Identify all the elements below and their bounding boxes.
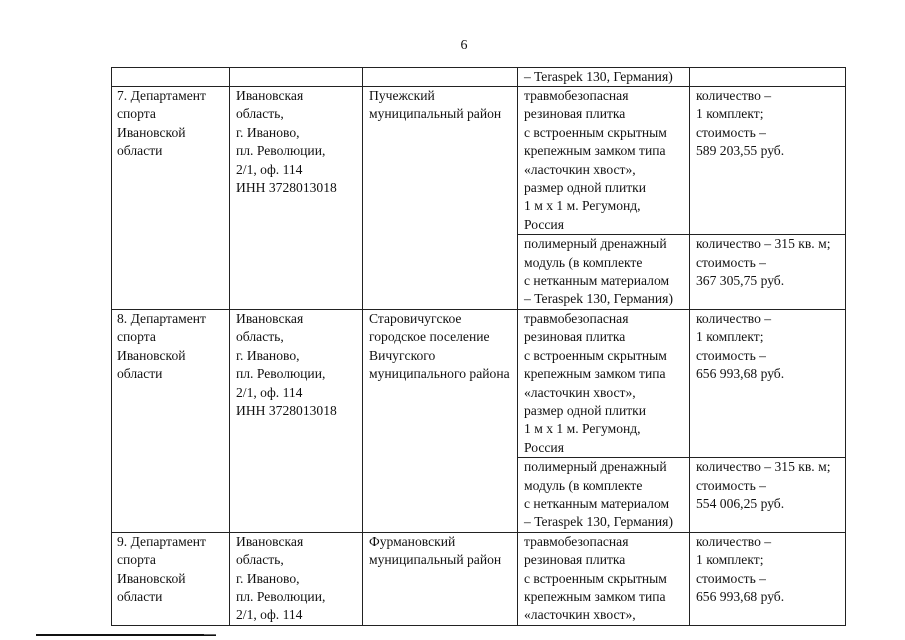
product-cell: травмобезопасная резиновая плитка с встроенным скрытным крепежным замком типа «ласточкин хвост», bbox=[518, 532, 690, 625]
allocation-table bbox=[111, 67, 846, 626]
department-cell: 7. Департамент спорта Ивановской области bbox=[112, 87, 230, 310]
cell-empty bbox=[690, 68, 846, 87]
scan-edge-line bbox=[36, 634, 216, 636]
table-row-continuation bbox=[112, 68, 846, 87]
address-cell: Ивановская область, г. Иваново, пл. Революции, 2/1, оф. 114 ИНН 3728013018 bbox=[230, 87, 363, 310]
table-row bbox=[112, 532, 846, 625]
product-cell: травмобезопасная резиновая плитка с встроенным скрытным крепежным замком типа «ласточкин хвост», размер одной плитки 1 м х 1 м. Регумонд, Россия bbox=[518, 309, 690, 457]
cell-empty bbox=[363, 68, 518, 87]
table-row bbox=[112, 309, 846, 457]
department-cell: 9. Департамент спорта Ивановской области bbox=[112, 532, 230, 625]
product-cell: травмобезопасная резиновая плитка с встроенным скрытным крепежным замком типа «ласточкин хвост», размер одной плитки 1 м х 1 м. Регумонд, Россия bbox=[518, 87, 690, 235]
district-cell: Пучежский муниципальный район bbox=[363, 87, 518, 310]
district-cell: Старовичугское городское поселение Вичугского муниципального района bbox=[363, 309, 518, 532]
quantity-cell: количество – 1 комплект; стоимость – 656 993,68 руб. bbox=[690, 309, 846, 457]
quantity-cell: количество – 315 кв. м; стоимость – 554 006,25 руб. bbox=[690, 458, 846, 533]
page-number: 6 bbox=[460, 38, 468, 53]
product-cell: полимерный дренажный модуль (в комплекте с нетканным материалом – Teraspek 130, Германия) bbox=[518, 458, 690, 533]
product-cell: – Teraspek 130, Германия) bbox=[518, 68, 690, 87]
table-row bbox=[112, 87, 846, 235]
district-cell: Фурмановский муниципальный район bbox=[363, 532, 518, 625]
department-cell: 8. Департамент спорта Ивановской области bbox=[112, 309, 230, 532]
quantity-cell: количество – 1 комплект; стоимость – 656 993,68 руб. bbox=[690, 532, 846, 625]
cell-empty bbox=[112, 68, 230, 87]
address-cell: Ивановская область, г. Иваново, пл. Революции, 2/1, оф. 114 bbox=[230, 532, 363, 625]
scan-edge-line bbox=[204, 634, 216, 635]
quantity-cell: количество – 315 кв. м; стоимость – 367 305,75 руб. bbox=[690, 235, 846, 310]
cell-empty bbox=[230, 68, 363, 87]
address-cell: Ивановская область, г. Иваново, пл. Революции, 2/1, оф. 114 ИНН 3728013018 bbox=[230, 309, 363, 532]
quantity-cell: количество – 1 комплект; стоимость – 589 203,55 руб. bbox=[690, 87, 846, 235]
product-cell: полимерный дренажный модуль (в комплекте с нетканным материалом – Teraspek 130, Германия) bbox=[518, 235, 690, 310]
